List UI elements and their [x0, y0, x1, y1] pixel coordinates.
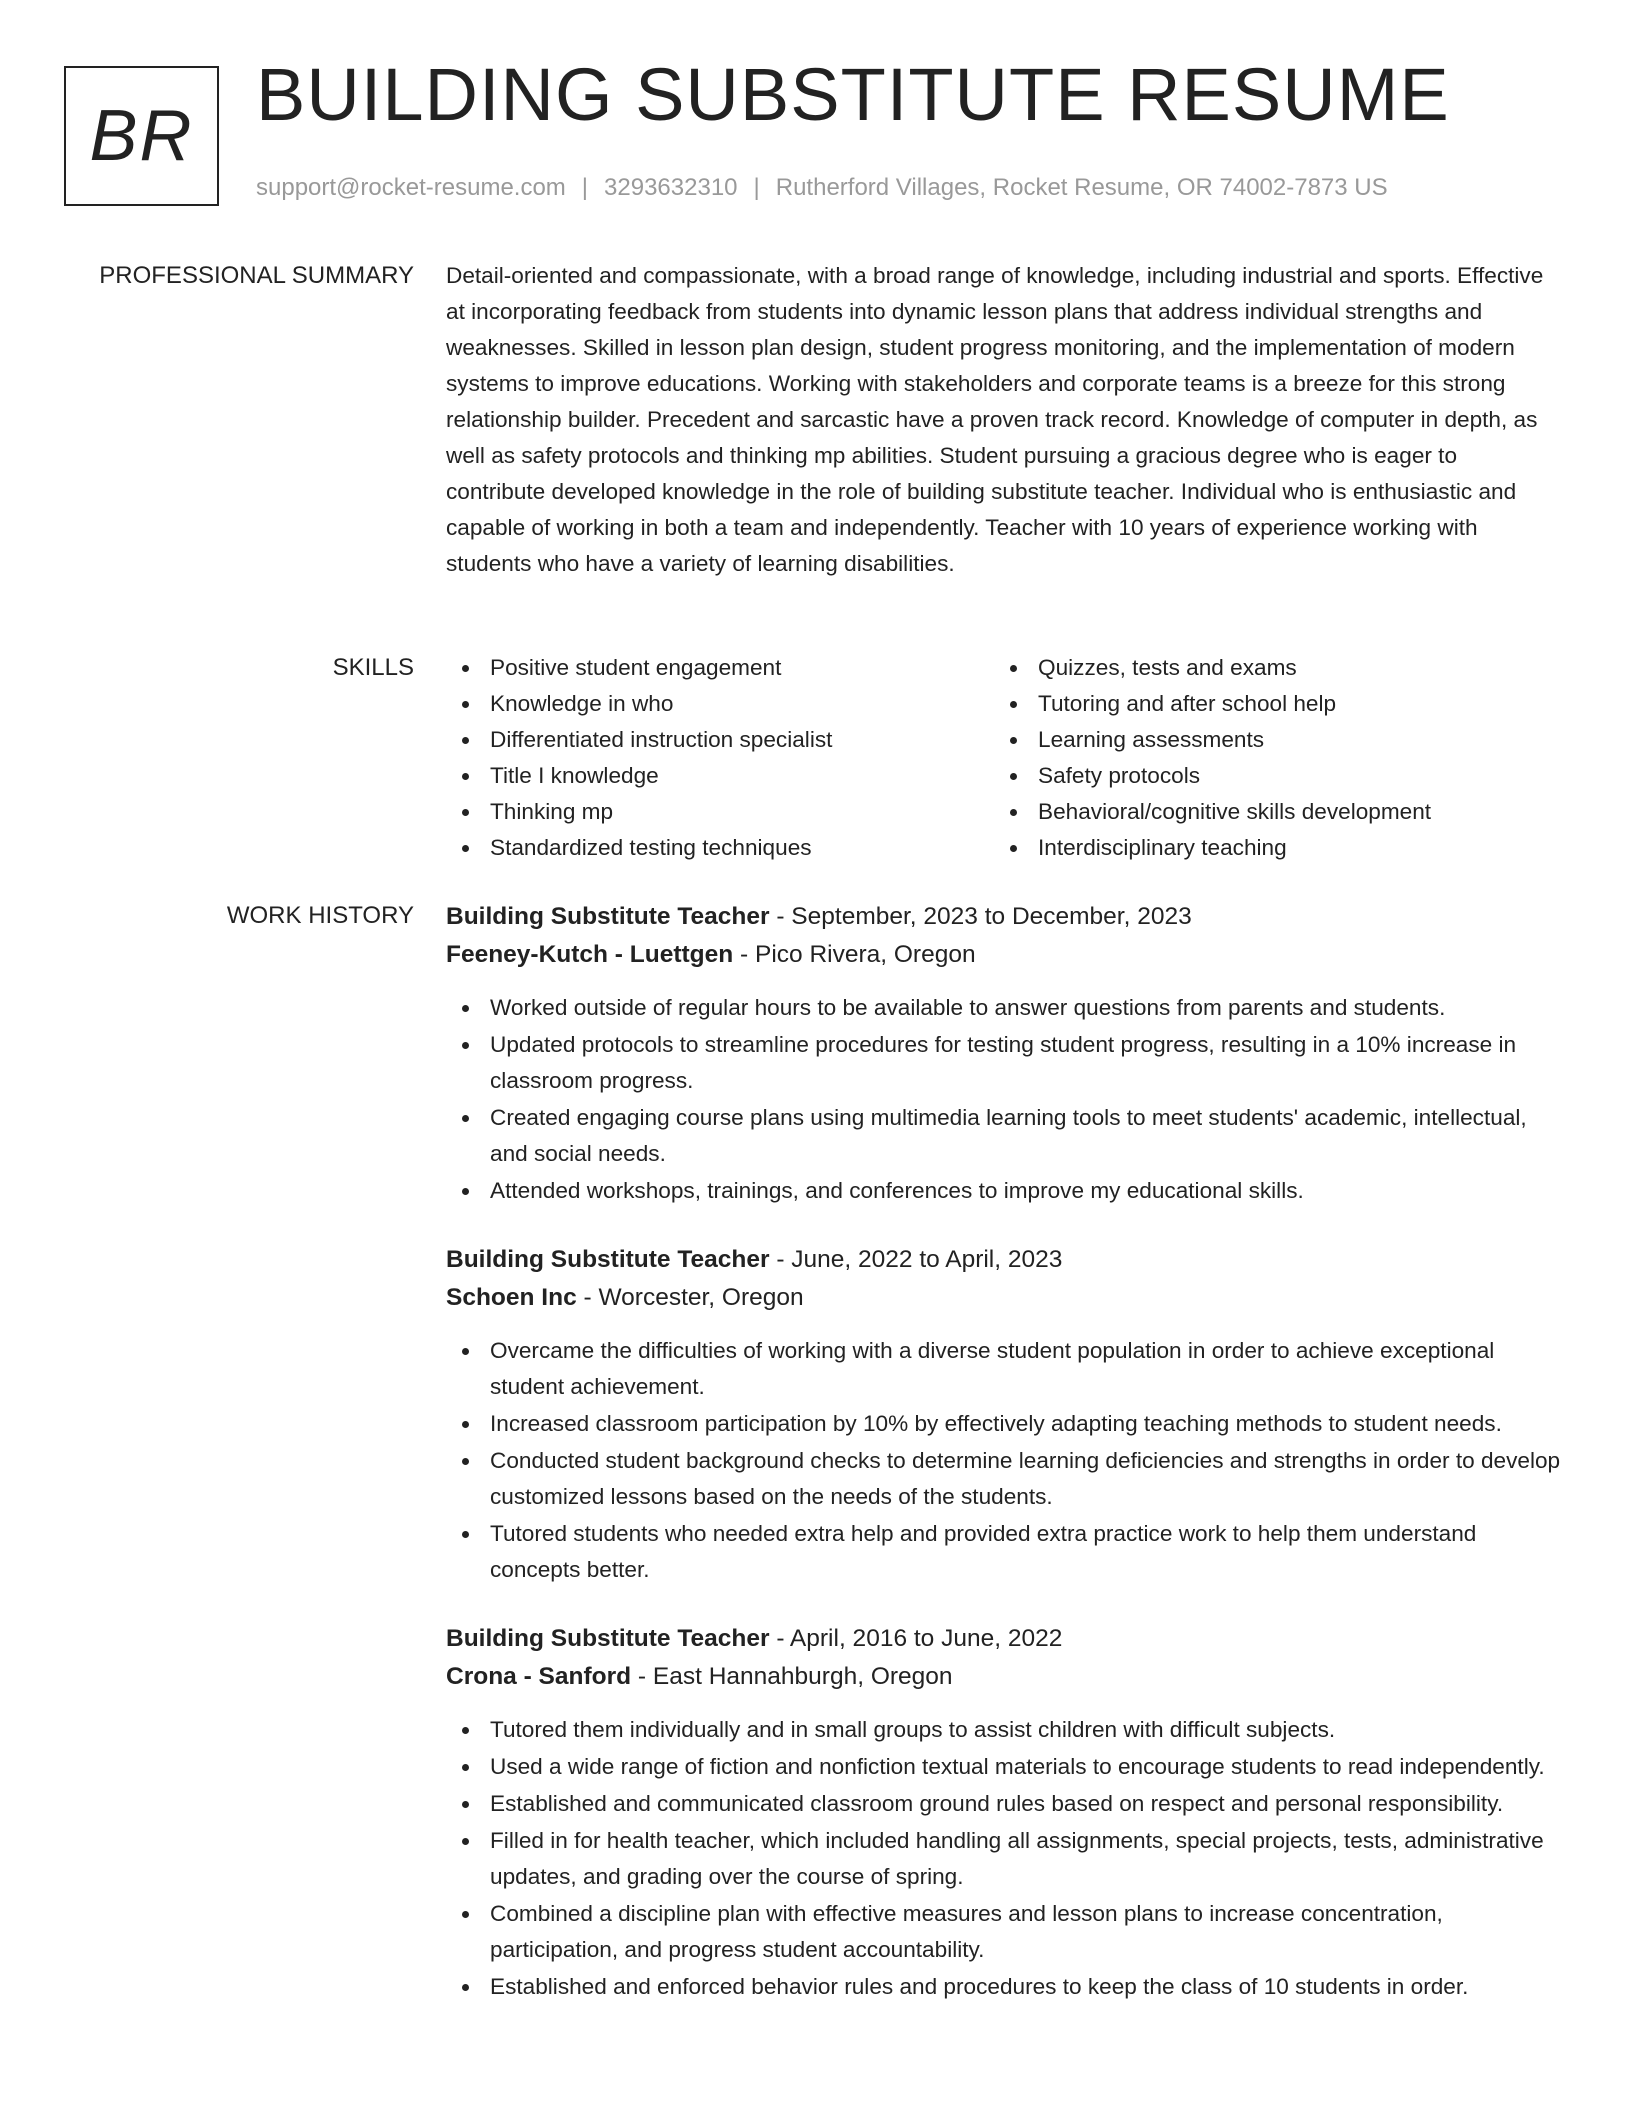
job-bullet: Used a wide range of fiction and nonfiction textual materials to encourage students to read independently. — [446, 1749, 1562, 1785]
job-entry — [446, 898, 1562, 1209]
job-bullet: Combined a discipline plan with effective measures and lesson plans to increase concentration, participation, and progress student accountability. — [446, 1896, 1562, 1968]
summary-text: Detail-oriented and compassionate, with a broad range of knowledge, including industrial and sports. Effective at incorporating feedback from students into dynamic lesson plans that address individual strengths and weaknesses. Skilled in lesson plan design, student progress monitoring, and the implementation of modern systems to improve educations. Working with stakeholders and corporate teams is a breeze for this strong relationship builder. Precedent and sarcastic have a proven track record. Knowledge of computer in depth, as well as safety protocols and thinking mp abilities. Student pursuing a gracious degree who is eager to contribute developed knowledge in the role of building substitute teacher. Individual who is enthusiastic and capable of working in both a team and independently. Teacher with 10 years of experience working with students who have a variety of learning disabilities. — [446, 263, 1544, 576]
monogram-box — [64, 66, 219, 206]
job-bullet: Attended workshops, trainings, and conferences to improve my educational skills. — [446, 1173, 1562, 1209]
job-company-line — [446, 1658, 1562, 1696]
job-dates: - April, 2016 to June, 2022 — [769, 1625, 1063, 1652]
job-title: Building Substitute Teacher — [446, 1625, 770, 1652]
job-bullet: Worked outside of regular hours to be available to answer questions from parents and students. — [446, 990, 1562, 1026]
job-company: Schoen Inc — [446, 1284, 577, 1311]
monogram-initials: BR — [89, 96, 194, 176]
skill-item: Thinking mp — [446, 794, 994, 830]
resume-title: BUILDING SUBSTITUTE RESUME — [256, 53, 1450, 136]
job-bullet: Tutored them individually and in small groups to assist children with difficult subjects. — [446, 1712, 1562, 1748]
job-company: Crona - Sanford — [446, 1663, 632, 1690]
job-company-line — [446, 936, 1562, 974]
job-bullet: Overcame the difficulties of working with a diverse student population in order to achieve exceptional student achievement. — [446, 1333, 1562, 1405]
job-entry — [446, 1241, 1562, 1588]
job-company-line — [446, 1279, 1562, 1317]
job-bullet: Conducted student background checks to determine learning deficiencies and strengths in order to develop customized lessons based on the needs of the students. — [446, 1443, 1562, 1515]
contact-phone: 3293632310 — [604, 174, 738, 201]
summary-body — [446, 258, 1562, 582]
job-title: Building Substitute Teacher — [446, 1246, 770, 1273]
skill-item: Learning assessments — [994, 722, 1542, 758]
job-dates: - June, 2022 to April, 2023 — [769, 1246, 1063, 1273]
skills-grid — [446, 650, 1562, 866]
job-dates: - September, 2023 to December, 2023 — [769, 903, 1192, 930]
job-bullet: Created engaging course plans using multimedia learning tools to meet students' academic, intellectual, and social needs. — [446, 1100, 1562, 1172]
section-label-skills: SKILLS — [332, 654, 414, 681]
job-location: - Worcester, Oregon — [576, 1284, 804, 1311]
contact-line — [256, 174, 1388, 202]
skills-body — [446, 650, 1562, 866]
job-bullet: Established and enforced behavior rules and procedures to keep the class of 10 students in order. — [446, 1969, 1562, 2005]
contact-separator: | — [753, 174, 760, 201]
skill-item: Knowledge in who — [446, 686, 994, 722]
job-bullets — [446, 990, 1562, 1209]
job-title-line — [446, 1241, 1562, 1279]
job-title: Building Substitute Teacher — [446, 903, 770, 930]
skill-item: Standardized testing techniques — [446, 830, 994, 866]
job-title-line — [446, 898, 1562, 936]
job-bullet: Increased classroom participation by 10% by effectively adapting teaching methods to student needs. — [446, 1406, 1562, 1442]
job-bullet: Tutored students who needed extra help and provided extra practice work to help them understand concepts better. — [446, 1516, 1562, 1588]
skill-item: Interdisciplinary teaching — [994, 830, 1542, 866]
skill-item: Tutoring and after school help — [994, 686, 1542, 722]
contact-email: support@rocket-resume.com — [256, 174, 566, 201]
job-title-line — [446, 1620, 1562, 1658]
skills-column-left — [446, 650, 994, 866]
job-company: Feeney-Kutch - Luettgen — [446, 941, 734, 968]
skill-item: Title I knowledge — [446, 758, 994, 794]
skill-item: Safety protocols — [994, 758, 1542, 794]
job-bullet: Established and communicated classroom ground rules based on respect and personal responsibility. — [446, 1786, 1562, 1822]
section-label-work-history: WORK HISTORY — [226, 902, 414, 929]
skill-item: Quizzes, tests and exams — [994, 650, 1542, 686]
contact-address: Rutherford Villages, Rocket Resume, OR 74002-7873 US — [775, 174, 1388, 201]
job-location: - East Hannahburgh, Oregon — [631, 1663, 953, 1690]
job-bullet: Updated protocols to streamline procedures for testing student progress, resulting in a 10% increase in classroom progress. — [446, 1027, 1562, 1099]
job-bullets — [446, 1333, 1562, 1588]
job-bullets — [446, 1712, 1562, 2005]
skill-item: Differentiated instruction specialist — [446, 722, 994, 758]
job-entry — [446, 1620, 1562, 2005]
skill-item: Behavioral/cognitive skills development — [994, 794, 1542, 830]
job-location: - Pico Rivera, Oregon — [733, 941, 976, 968]
skill-item: Positive student engagement — [446, 650, 994, 686]
work-history-body — [446, 898, 1562, 2037]
skills-column-right — [994, 650, 1542, 866]
job-bullet: Filled in for health teacher, which included handling all assignments, special projects, tests, administrative updates, and grading over the course of spring. — [446, 1823, 1562, 1895]
section-label-summary: PROFESSIONAL SUMMARY — [99, 262, 414, 289]
contact-separator: | — [581, 174, 589, 201]
